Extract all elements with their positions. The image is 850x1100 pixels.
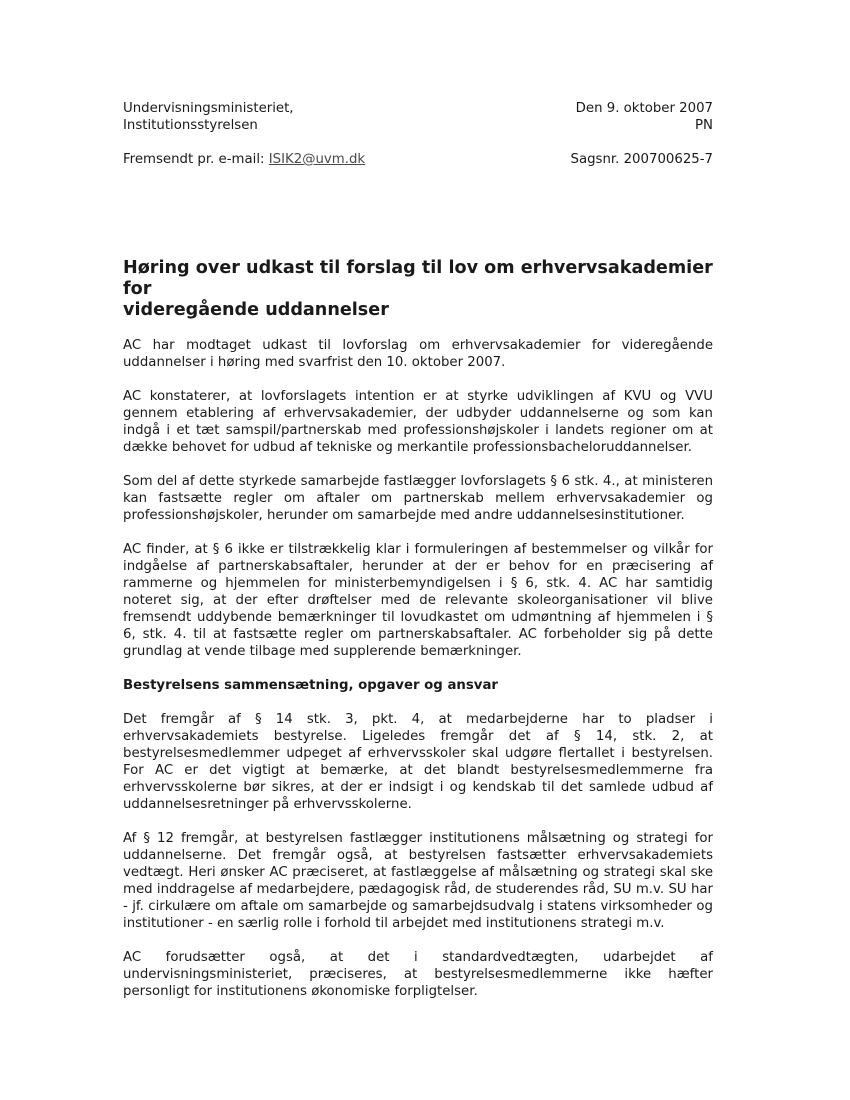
document-title — [123, 258, 713, 321]
section-heading: Bestyrelsens sammensætning, opgaver og ansvar — [123, 678, 498, 693]
email-link[interactable]: ISIK2@uvm.dk — [268, 152, 366, 167]
case-number: Sagsnr. 200700625-7 — [570, 152, 713, 167]
letter-page — [123, 100, 713, 1017]
body-paragraph: AC finder, at § 6 ikke er tilstrækkelig klar i formuleringen af bestemmelser og vilkår for indgåelse af partnerskabsaftaler, herunder at der er behov for en præcisering af rammerne og hjemmelen for ministerbemyndigelsen i § 6, stk. 4. AC har samtidig noteret sig, at der efter drøftelser med de relevante skoleorganisationer vil blive fremsendt uddybende bemærkninger til lovudkastet om udmøntning af hjemmelen i § 6, stk. 4. til at fastsætte regler om partnerskabsaftaler. AC forbeholder sig på dette grundlag at vende tilbage med supplerende bemærkninger. — [123, 542, 713, 659]
author-initials: PN — [695, 118, 713, 133]
header-row-1 — [123, 100, 713, 134]
recipient-department: Institutionsstyrelsen — [123, 118, 258, 133]
body-paragraph: AC konstaterer, at lovforslagets intention er at styrke udviklingen af KVU og VVU gennem etablering af erhvervsakademier, der udbyder uddannelserne og som kan indgå i et tæt samspil/partnerskab med professionshøjskoler i landets regioner om at dække behovet for udbud af tekniske og merkantile professionsbacheloruddannelser. — [123, 389, 713, 455]
body-paragraph: Som del af dette styrkede samarbejde fastlægger lovforslagets § 6 stk. 4., at ministeren kan fastsætte regler om aftaler om partnerskab mellem erhvervsakademier og professionshøjskoler, herunder om samarbejde med andre uddannelsesinstitutioner. — [123, 474, 713, 523]
letterhead-logo-fragment — [380, 0, 440, 10]
recipient-block — [123, 100, 294, 134]
section-paragraph: AC forudsætter også, at det i standardvedtægten, udarbejdet af undervisningsministeriet, præciseres, at bestyrelsesmedlemmerne ikke hæfter personligt for institutionens økonomiske forpligtelser. — [123, 950, 713, 999]
recipient-name: Undervisningsministeriet, — [123, 101, 294, 116]
header-row-2 — [123, 151, 713, 168]
section-paragraph: Af § 12 fremgår, at bestyrelsen fastlægger institutionens målsætning og strategi for uddannelserne. Det fremgår også, at bestyrelsen fastsætter erhvervsakademiets vedtægt. Heri ønsker AC præciseret, at fastlæggelse af målsætning og strategi skal ske med inddragelse af medarbejdere, pædagogisk råd, de studerendes råd, SU m.v. SU har - jf. cirkulære om aftale om samarbejde og samarbejdsudvalg i statens virksomheder og institutioner - en særlig rolle i forhold til arbejdet med institutionens strategi m.v. — [123, 831, 713, 931]
section-paragraph: Det fremgår af § 14 stk. 3, pkt. 4, at medarbejderne har to pladser i erhvervsakademiets bestyrelse. Ligeledes fremgår det af § 14, stk. 2, at bestyrelsesmedlemmer udpeget af erhvervsskoler skal udgøre flertallet i bestyrelsen. For AC er det vigtigt at bemærke, at det blandt bestyrelsesmedlemmerne fra erhvervsskolerne bør sikres, at der er indsigt i og kendskab til det samlede udbud af uddannelsesretninger på erhvervsskolerne. — [123, 712, 713, 812]
sent-by-line — [123, 151, 365, 168]
body-paragraph: AC har modtaget udkast til lovforslag om erhvervsakademier for videregående uddannelser i høring med svarfrist den 10. oktober 2007. — [123, 338, 713, 370]
letter-date: Den 9. oktober 2007 — [575, 101, 713, 116]
document-title-line-2: videregående uddannelser — [123, 300, 389, 320]
document-title-line-1: Høring over udkast til forslag til lov om erhvervsakademier for — [123, 258, 713, 299]
sent-by-label: Fremsendt pr. e-mail: — [123, 152, 265, 167]
date-block — [576, 100, 713, 134]
